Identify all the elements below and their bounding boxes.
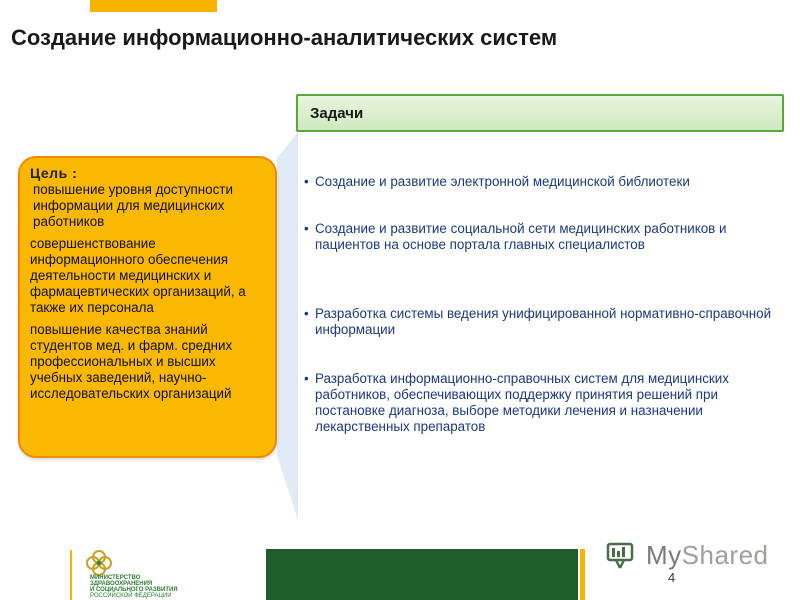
bullet-icon: • bbox=[304, 371, 309, 386]
footer-divider bbox=[70, 550, 72, 600]
tasks-header: Задачи bbox=[296, 94, 784, 132]
goal-heading: Цель : bbox=[30, 165, 78, 181]
task-item bbox=[304, 174, 788, 190]
goal-item: совершенствование информационного обеспечения деятельности медицинских и фармацевтических организаций, а также их персонала bbox=[30, 236, 246, 315]
watermark-part: Shared bbox=[681, 540, 769, 570]
task-text: Разработка информационно-справочных систем для медицинских работников, обеспечивающих поддержку принятия решений при постановке диагноза, выборе методики лечения и назначении лекарственных препаратов bbox=[315, 371, 729, 434]
footer-green-block bbox=[266, 549, 578, 600]
ministry-line: И СОЦИАЛЬНОГО РАЗВИТИЯ bbox=[90, 587, 178, 593]
ministry-emblem-icon bbox=[83, 548, 115, 578]
watermark-part: My bbox=[646, 540, 682, 570]
task-item bbox=[304, 221, 788, 253]
ministry-line: РОССИЙСКОЙ ФЕДЕРАЦИИ bbox=[90, 593, 172, 599]
bullet-icon: • bbox=[304, 221, 309, 236]
footer-accent-bar bbox=[580, 549, 585, 600]
myshared-logo-icon bbox=[606, 538, 642, 570]
goal-item: повышение качества знаний студентов мед. и фарм. средних профессиональных и высших учебных заведений, научно-исследовательских организаций bbox=[30, 322, 233, 401]
myshared-watermark bbox=[646, 540, 769, 571]
goal-box bbox=[18, 156, 277, 458]
page-title: Создание информационно-аналитических систем bbox=[11, 25, 558, 50]
goal-item: повышение уровня доступности информации для медицинских работников bbox=[33, 182, 233, 229]
task-text: Создание и развитие электронной медицинской библиотеки bbox=[315, 174, 690, 189]
task-text: Разработка системы ведения унифицированной нормативно-справочной информации bbox=[315, 306, 772, 337]
task-text: Создание и развитие социальной сети медицинских работников и пациентов на основе портала главных специалистов bbox=[315, 221, 727, 252]
ministry-name bbox=[90, 575, 178, 599]
ministry-line: ЗДРАВООХРАНЕНИЯ bbox=[90, 581, 153, 587]
task-item bbox=[304, 371, 788, 435]
ministry-line: МИНИСТЕРСТВО bbox=[90, 575, 141, 581]
page-number: 4 bbox=[668, 570, 676, 585]
bullet-icon: • bbox=[304, 174, 309, 189]
task-item bbox=[304, 306, 788, 338]
bullet-icon: • bbox=[304, 306, 309, 321]
